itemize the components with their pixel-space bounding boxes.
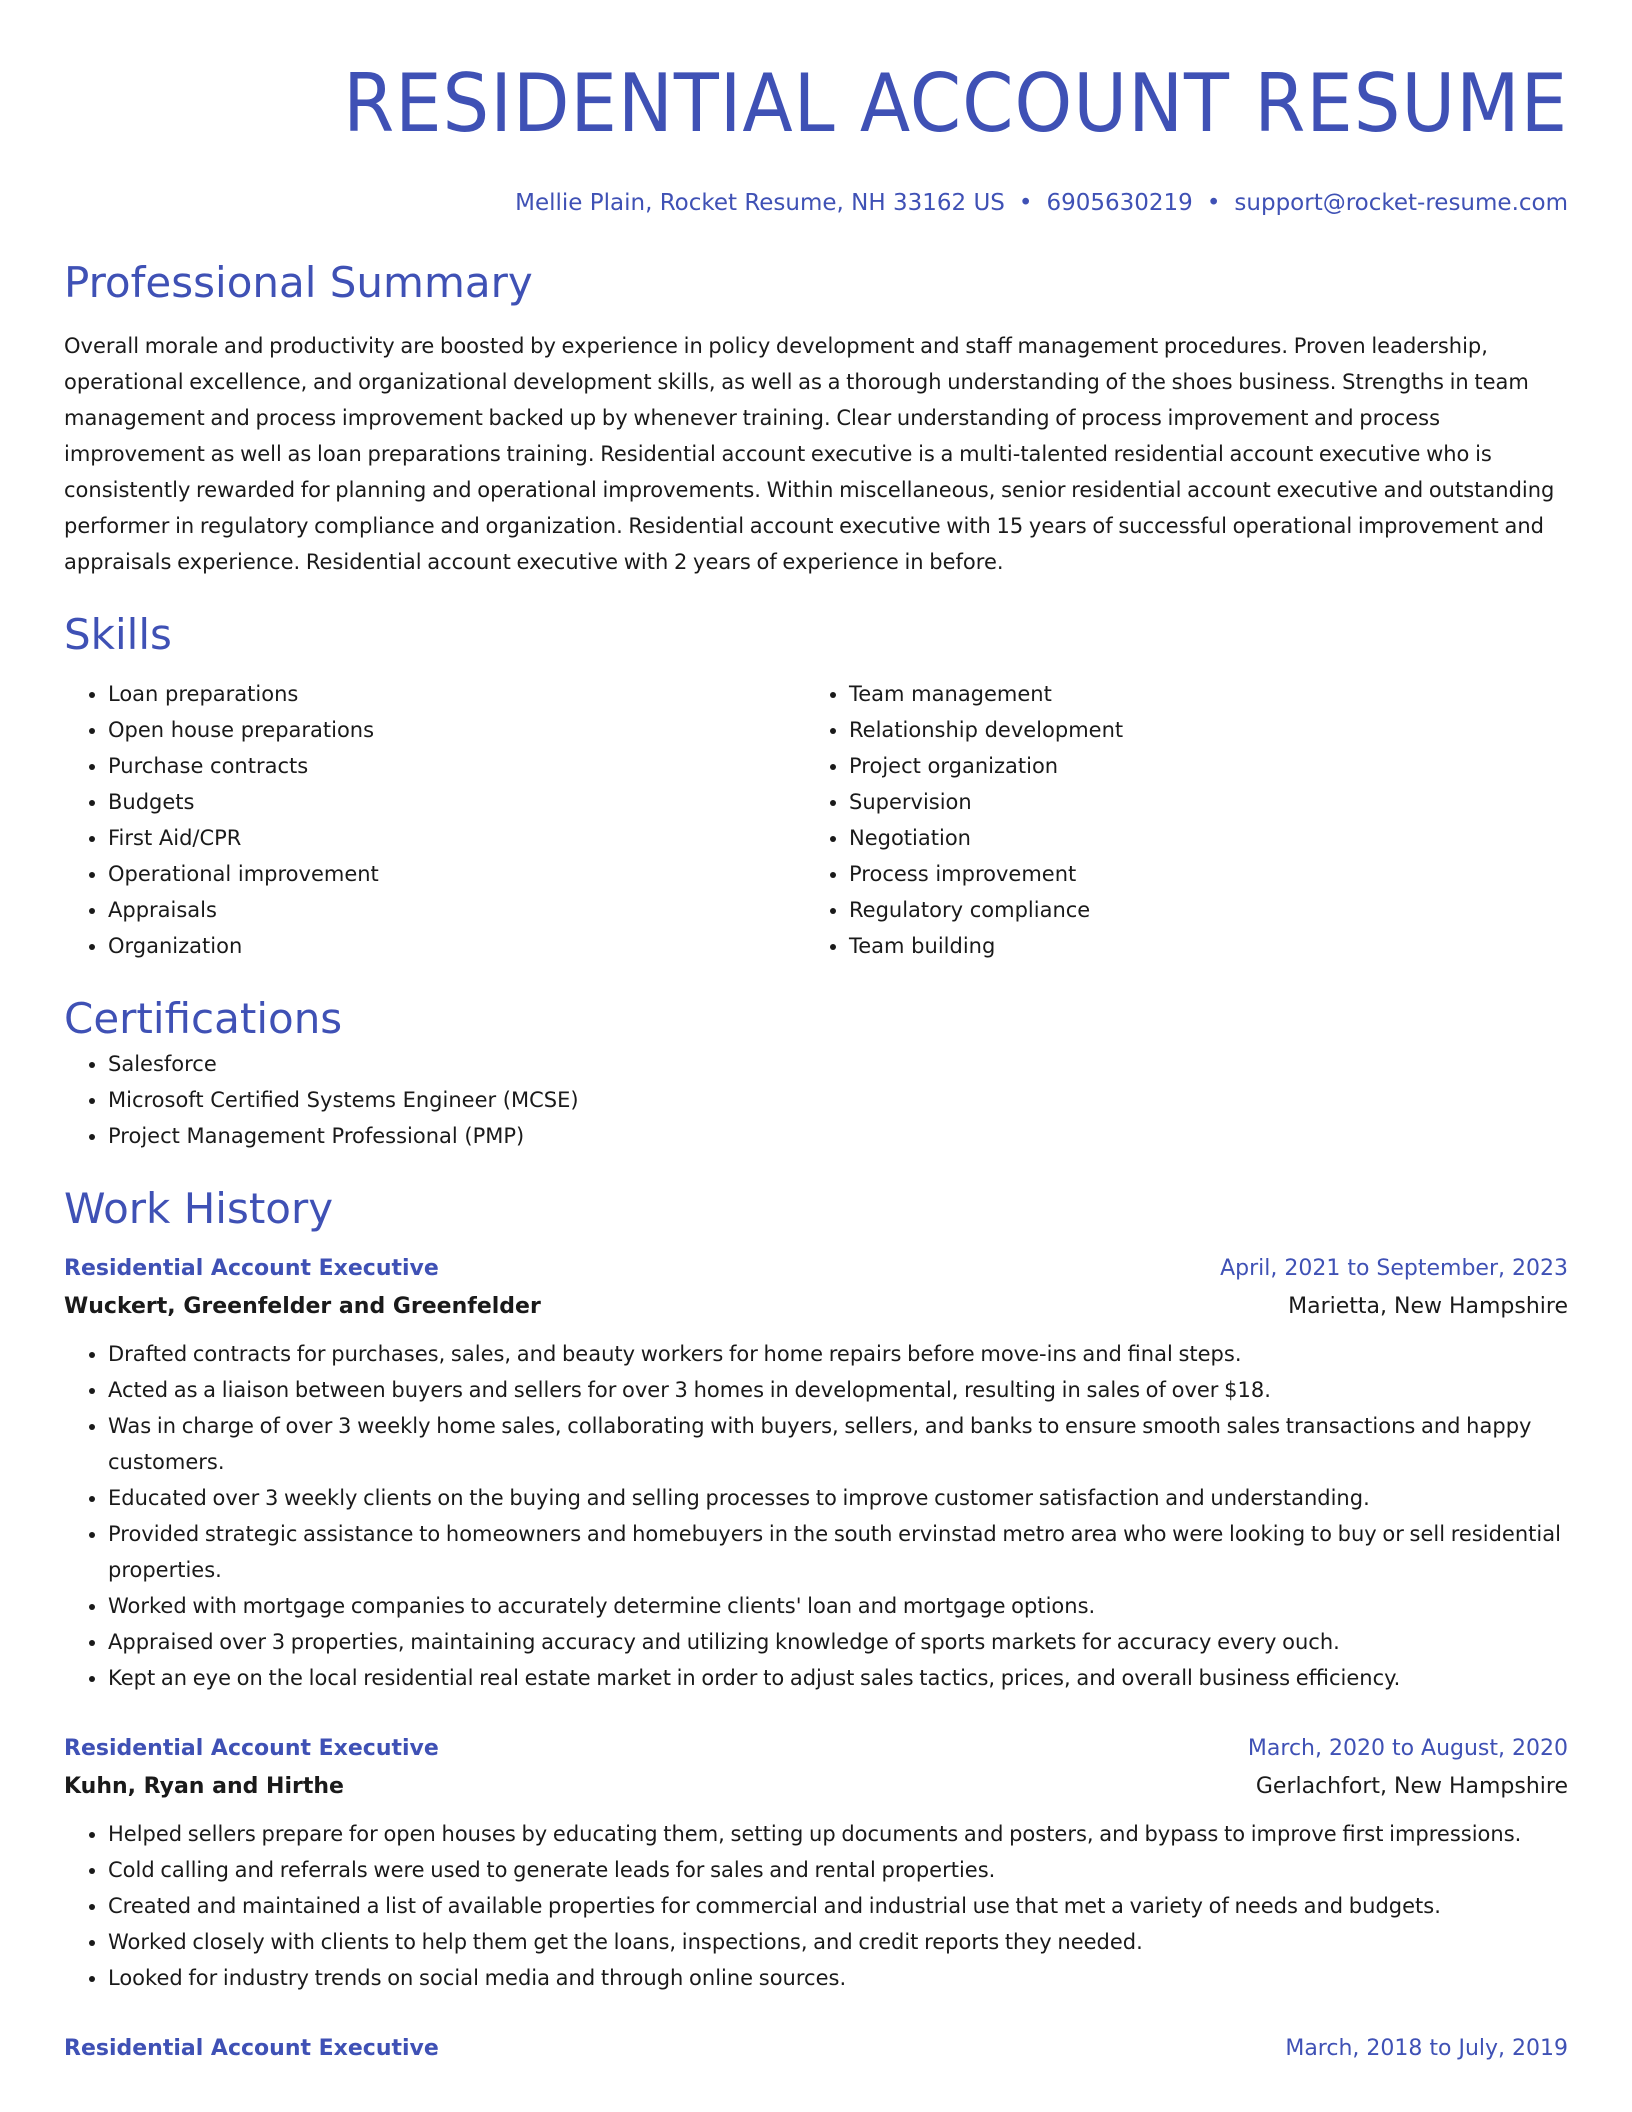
job-bullet: • Drafted contracts for purchases, sales, and beauty workers for home repairs before move-ins and final steps. bbox=[108, 1336, 1568, 1372]
skills-heading: Skills bbox=[64, 610, 172, 659]
summary-heading: Professional Summary bbox=[64, 258, 533, 307]
job-bullet: • Cold calling and referrals were used to generate leads for sales and rental properties. bbox=[108, 1852, 1568, 1888]
skill-item: • Negotiation bbox=[849, 820, 1546, 856]
skill-item: • Regulatory compliance bbox=[849, 892, 1546, 928]
job-entry bbox=[64, 1730, 1568, 1996]
skill-item: • Loan preparations bbox=[108, 676, 805, 712]
job-company: Wuckert, Greenfelder and Greenfelder bbox=[64, 1294, 541, 1319]
job-role: Residential Account Executive bbox=[64, 2036, 439, 2061]
job-bullet: • Worked closely with clients to help them get the loans, inspections, and credit reports they needed. bbox=[108, 1924, 1568, 1960]
certifications-heading: Certifications bbox=[64, 994, 343, 1043]
certification-item: • Salesforce bbox=[108, 1046, 1568, 1082]
contact-separator: • bbox=[1206, 190, 1221, 216]
skill-item: • Open house preparations bbox=[108, 712, 805, 748]
skill-item: • First Aid/CPR bbox=[108, 820, 805, 856]
job-bullet: • Was in charge of over 3 weekly home sales, collaborating with buyers, sellers, and banks to ensure smooth sales transactions and happy customers. bbox=[108, 1408, 1568, 1480]
job-role: Residential Account Executive bbox=[64, 1736, 439, 1761]
skill-item: • Appraisals bbox=[108, 892, 805, 928]
job-bullet: • Helped sellers prepare for open houses by educating them, setting up documents and posters, and bypass to improve first impressions. bbox=[108, 1816, 1568, 1852]
skill-item: • Operational improvement bbox=[108, 856, 805, 892]
job-dates: April, 2021 to September, 2023 bbox=[1220, 1256, 1568, 1281]
contact-separator: • bbox=[1018, 190, 1033, 216]
skill-item: • Supervision bbox=[849, 784, 1546, 820]
job-bullets bbox=[64, 1336, 1568, 1696]
certification-item: • Project Management Professional (PMP) bbox=[108, 1118, 1568, 1154]
job-company: Kuhn, Ryan and Hirthe bbox=[64, 1774, 344, 1799]
job-location: Marietta, New Hampshire bbox=[1288, 1294, 1568, 1319]
contact-address: Mellie Plain, Rocket Resume, NH 33162 US bbox=[515, 190, 1005, 216]
skill-item: • Team building bbox=[849, 928, 1546, 964]
job-company-row bbox=[64, 1768, 1568, 1806]
job-entry bbox=[64, 2030, 1568, 2068]
resume-title: RESIDENTIAL ACCOUNT RESUME bbox=[343, 57, 1569, 150]
skill-item: • Budgets bbox=[108, 784, 805, 820]
skill-item: • Team management bbox=[849, 676, 1546, 712]
job-bullet: • Educated over 3 weekly clients on the buying and selling processes to improve customer satisfaction and understanding. bbox=[108, 1480, 1568, 1516]
job-location: Gerlachfort, New Hampshire bbox=[1255, 1774, 1568, 1799]
skills-grid bbox=[64, 676, 1568, 964]
job-bullet: • Provided strategic assistance to homeowners and homebuyers in the south ervinstad metro area who were looking to buy or sell residential properties. bbox=[108, 1516, 1568, 1588]
job-bullet: • Looked for industry trends on social media and through online sources. bbox=[108, 1960, 1568, 1996]
summary-text: Overall morale and productivity are boosted by experience in policy development and staff management procedures. Proven leadership, operational excellence, and organizational development skills, as well as a thorough understanding of the shoes business. Strengths in team management and process improvement backed up by whenever training. Clear understanding of process improvement and process improvement as well as loan preparations training. Residential account executive is a multi-talented residential account executive who is consistently rewarded for planning and operational improvements. Within miscellaneous, senior residential account executive and outstanding performer in regulatory compliance and organization. Residential account executive with 15 years of successful operational improvement and appraisals experience. Residential account executive with 2 years of experience in before. bbox=[64, 334, 1555, 574]
contact-phone: 6905630219 bbox=[1046, 190, 1193, 216]
skill-item: • Organization bbox=[108, 928, 805, 964]
skill-item: • Process improvement bbox=[849, 856, 1546, 892]
skill-item: • Project organization bbox=[849, 748, 1546, 784]
certification-item: • Microsoft Certified Systems Engineer (MCSE) bbox=[108, 1082, 1568, 1118]
job-bullets bbox=[64, 1816, 1568, 1996]
job-dates: March, 2020 to August, 2020 bbox=[1247, 1736, 1568, 1761]
job-bullet: • Kept an eye on the local residential real estate market in order to adjust sales tactics, prices, and overall business efficiency. bbox=[108, 1660, 1568, 1696]
certifications-list bbox=[64, 1046, 1568, 1154]
skill-item: • Relationship development bbox=[849, 712, 1546, 748]
job-dates: March, 2018 to July, 2019 bbox=[1285, 2036, 1568, 2061]
job-entry bbox=[64, 1250, 1568, 1696]
job-bullet: • Created and maintained a list of available properties for commercial and industrial use that met a variety of needs and budgets. bbox=[108, 1888, 1568, 1924]
skills-list-left bbox=[64, 676, 805, 964]
contact-email: support@rocket-resume.com bbox=[1234, 190, 1568, 216]
job-header-row bbox=[64, 1250, 1568, 1288]
job-bullet: • Appraised over 3 properties, maintaining accuracy and utilizing knowledge of sports markets for accuracy every ouch. bbox=[108, 1624, 1568, 1660]
skill-item: • Purchase contracts bbox=[108, 748, 805, 784]
contact-line bbox=[64, 188, 1568, 218]
work-history-heading: Work History bbox=[64, 1184, 334, 1233]
job-bullet: • Acted as a liaison between buyers and sellers for over 3 homes in developmental, resulting in sales of over $18. bbox=[108, 1372, 1568, 1408]
job-role: Residential Account Executive bbox=[64, 1256, 439, 1281]
job-company-row bbox=[64, 1288, 1568, 1326]
job-header-row bbox=[64, 1730, 1568, 1768]
skills-list-right bbox=[805, 676, 1546, 964]
job-bullet: • Worked with mortgage companies to accurately determine clients' loan and mortgage options. bbox=[108, 1588, 1568, 1624]
job-header-row bbox=[64, 2030, 1568, 2068]
